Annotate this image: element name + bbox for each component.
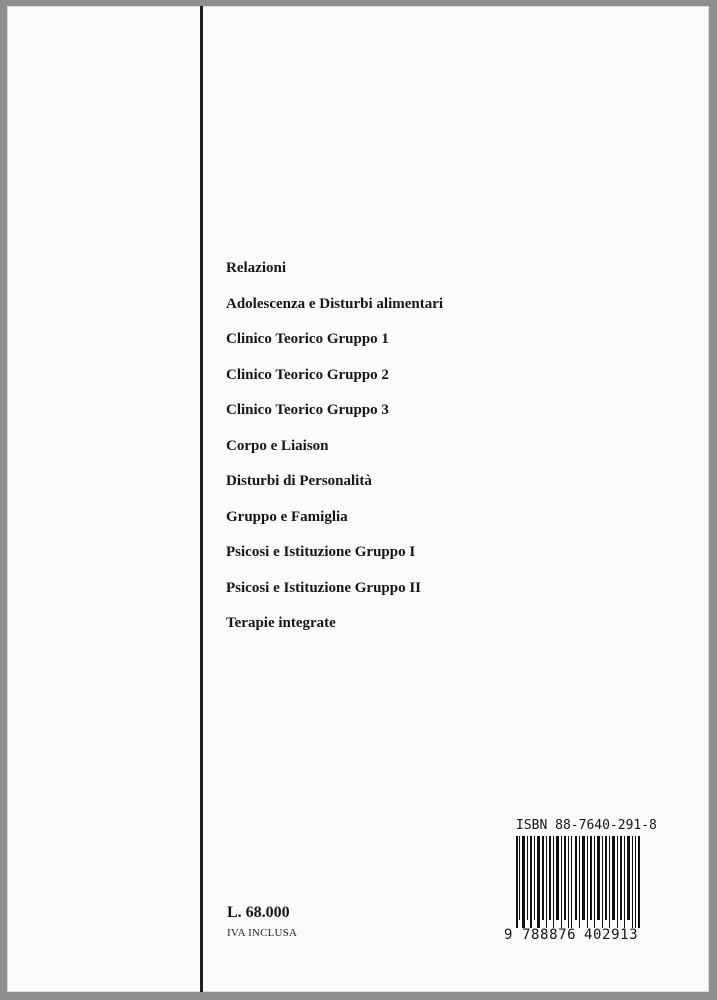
price: L. 68.000 [227,904,290,921]
barcode-bar [632,836,633,928]
barcode-bar [590,836,592,920]
barcode-bar [561,836,562,928]
barcode-bar [597,836,600,920]
barcode-bar [624,836,625,928]
barcode-bar [612,836,615,920]
barcode-bar [638,836,640,928]
barcode-bar [568,836,569,928]
barcode-bar [609,836,610,928]
section-item: Clinico Teorico Gruppo 3 [226,402,389,418]
barcode-bar [527,836,528,920]
section-item: Clinico Teorico Gruppo 1 [226,331,389,347]
barcode-bar [620,836,622,920]
section-item: Terapie integrate [226,615,336,631]
barcode-bar [564,836,566,920]
vertical-rule [200,6,203,992]
barcode-bar [516,836,518,928]
section-item: Clinico Teorico Gruppo 2 [226,366,389,383]
barcode-bar [522,836,525,928]
barcode-bar [627,836,630,920]
barcode-bar [635,836,636,928]
ean-first-digit: 9 [504,927,513,943]
section-item: Psicosi e Istituzione Gruppo II [226,579,422,596]
section-list [226,258,443,649]
back-cover-page [7,6,709,992]
barcode-bar [537,836,540,928]
section-item: Adolescenza e Disturbi alimentari [226,295,444,312]
section-item: Gruppo e Famiglia [226,508,348,525]
barcode-bar [579,836,580,928]
barcode-bar [546,836,547,928]
barcode-bar [582,836,585,920]
barcode-bar [594,836,595,928]
isbn-barcode [504,818,657,945]
barcode-bar [587,836,588,928]
isbn-number: ISBN 88-7640-291-8 [516,818,657,833]
barcode-bar [602,836,603,928]
section-item: Corpo e Liaison [226,437,329,454]
barcode-bar [575,836,577,920]
barcode-bar [571,836,572,928]
ean-left-group: 788876 [522,927,577,943]
section-item: Disturbi di Personalità [226,473,372,489]
barcode-bar [549,836,551,920]
section-item: Relazioni [226,260,286,276]
barcode-bar [617,836,618,928]
ean-right-group: 402913 [584,927,639,943]
barcode-bar [556,836,559,920]
barcode-bar [542,836,544,920]
vat-note: IVA INCLUSA [227,927,298,939]
barcode-bars [516,836,640,928]
barcode-bar [530,836,532,928]
barcode-bar [519,836,520,920]
ean-digits [504,927,654,945]
barcode-bar [553,836,554,928]
barcode-bar [534,836,535,920]
barcode-bar [605,836,607,920]
section-item: Psicosi e Istituzione Gruppo I [226,544,416,560]
barcode-icon [516,836,640,928]
